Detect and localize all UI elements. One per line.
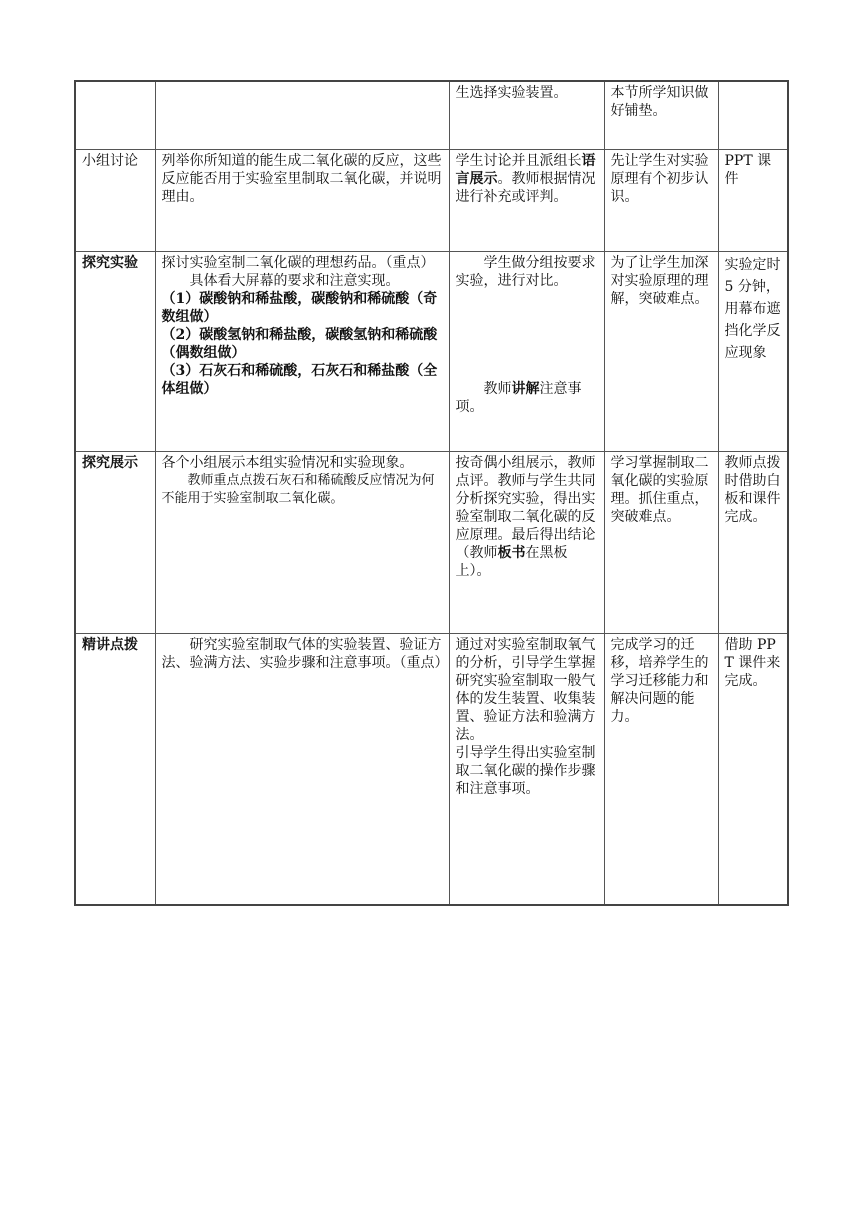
phase-cell: 探究实验 — [75, 251, 155, 451]
activity-cell — [449, 251, 604, 451]
table-row — [75, 81, 788, 149]
activity-keyword: 板书 — [497, 544, 526, 561]
phase-cell: 精讲点拨 — [75, 633, 155, 905]
intent-cell: 完成学习的迁移，培养学生的学习迁移能力和解决问题的能力。 — [604, 633, 718, 905]
notes-cell: 借助 PPT 课件来完成。 — [718, 633, 788, 905]
content-cell: 列举你所知道的能生成二氧化碳的反应，这些反应能否用于实验室里制取二氧化碳，并说明理由。 — [155, 149, 449, 251]
content-line: 各个小组展示本组实验情况和实验现象。 — [161, 454, 414, 471]
content-cell — [155, 451, 449, 633]
activity-cell — [449, 451, 604, 633]
activity-line: 引导学生得出实验室制取二氧化碳的操作步骤和注意事项。 — [455, 744, 596, 797]
phase-cell: 小组讨论 — [75, 149, 155, 251]
activity-keyword: 语言展示 — [455, 152, 596, 187]
activity-line: 通过对实验室制取氧气的分析，引导学生掌握研究实验室制取一般气体的发生装置、收集装置、验证方法和验满方法。 — [455, 636, 596, 743]
intent-cell: 先让学生对实验原理有个初步认识。 — [604, 149, 718, 251]
table-row — [75, 149, 788, 251]
activity-cell — [449, 149, 604, 251]
table-row — [75, 633, 788, 905]
table-row — [75, 251, 788, 451]
content-line: 教师重点点拨石灰石和稀硫酸反应情况为何不能用于实验室制取二氧化碳。 — [161, 472, 435, 506]
activity-text: 在黑板上）。 — [455, 544, 568, 579]
notes-cell: 实验定时 5 分钟，用幕布遮挡化学反应现象 — [718, 251, 788, 451]
content-line: （3）石灰石和稀硫酸，石灰石和稀盐酸（全体组做） — [161, 362, 438, 397]
table-row — [75, 451, 788, 633]
activity-cell: 生选择实验装置。 — [449, 81, 604, 149]
content-cell — [155, 633, 449, 905]
content-line: 具体看大屏幕的要求和注意实现。 — [189, 272, 400, 289]
content-cell — [155, 251, 449, 451]
notes-cell: 教师点拨时借助白板和课件完成。 — [718, 451, 788, 633]
intent-cell: 本节所学知识做好铺垫。 — [604, 81, 718, 149]
intent-cell: 为了让学生加深对实验原理的理解，突破难点。 — [604, 251, 718, 451]
intent-cell: 学习掌握制取二氧化碳的实验原理。抓住重点，突破难点。 — [604, 451, 718, 633]
spacer — [456, 290, 599, 380]
activity-cell — [449, 633, 604, 905]
lesson-plan-table — [74, 80, 789, 906]
activity-text: 学生讨论并且派组长 — [455, 152, 582, 169]
content-line: 研究实验室制取气体的实验装置、验证方法、验满方法、实验步骤和注意事项。（重点） — [161, 636, 449, 671]
notes-cell: PPT 课件 — [718, 149, 788, 251]
content-cell — [155, 81, 449, 149]
phase-cell — [75, 81, 155, 149]
activity-line: 教师讲解注意事项。 — [455, 380, 582, 415]
activity-text: 按奇偶小组展示，教师点评。教师与学生共同分析探究实验，得出实验室制取二氧化碳的反应原理。最后得出结论（教师 — [455, 454, 596, 561]
phase-cell: 探究展示 — [75, 451, 155, 633]
content-line: （1）碳酸钠和稀盐酸，碳酸钠和稀硫酸（奇数组做） — [161, 290, 438, 325]
content-line: 探讨实验室制二氧化碳的理想药品。（重点） — [161, 254, 435, 271]
activity-line: 学生做分组按要求实验，进行对比。 — [455, 254, 596, 289]
notes-cell — [718, 81, 788, 149]
content-line: （2）碳酸氢钠和稀盐酸，碳酸氢钠和稀硫酸（偶数组做） — [161, 326, 438, 361]
activity-text: 。教师根据情况进行补充或评判。 — [455, 170, 596, 205]
